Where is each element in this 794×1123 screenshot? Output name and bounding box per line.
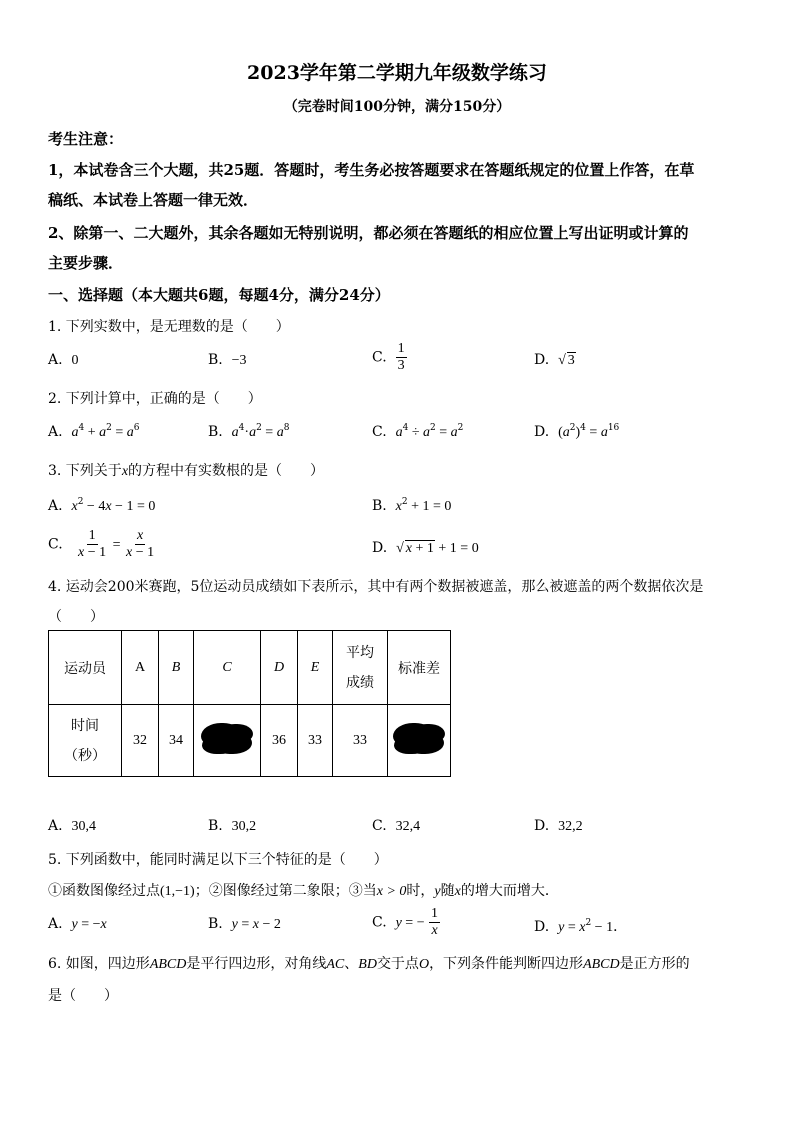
- q3-option-a: A. $x^2 - 4x - 1 = 0$: [48, 497, 156, 514]
- header-d: D: [261, 631, 298, 705]
- header-average: 平均 成绩: [333, 631, 388, 705]
- header-a: A: [122, 631, 159, 705]
- q1-c-numerator: 1: [397, 341, 405, 356]
- q2-stem: 2. 下列计算中，正确的是（ ）: [48, 391, 262, 407]
- q4-option-b: B. 30,2: [208, 818, 257, 834]
- notice-heading: 考生注意：: [48, 130, 124, 148]
- q1-c-denominator: 3: [397, 358, 405, 373]
- q1-a-label: A.: [48, 352, 63, 368]
- q1-c-label: C.: [372, 349, 387, 366]
- header-athlete: 运动员: [49, 631, 122, 705]
- q2-option-a: A. $a^4 + a^2 = a^6$: [48, 423, 140, 440]
- q1-option-d: D. √ 3: [534, 352, 575, 368]
- notice-item-1-line-2: 稿纸、本试卷上答题一律无效．: [48, 191, 259, 209]
- q2-option-c: C. $a^4 \div a^2 = a^2$: [372, 423, 464, 440]
- q4-option-c: C. 32,4: [372, 818, 421, 834]
- q2-option-d: D. $(a^2)^4 = a^{16}$: [534, 423, 620, 440]
- q4-stem-line-2: （ ）: [48, 609, 104, 625]
- value-d: 36: [261, 705, 298, 777]
- header-std-dev: 标准差: [388, 631, 451, 705]
- q1-a-value: 0: [71, 353, 79, 368]
- q1-option-a: [48, 352, 78, 369]
- q1-b-value: −3: [231, 353, 247, 368]
- table-row: [49, 705, 451, 777]
- q4-option-d: D. 32,2: [534, 818, 583, 834]
- value-e: 33: [298, 705, 333, 777]
- section-1-heading: 一、选择题（本大题共6题，每题4分，满分24分）: [48, 286, 390, 304]
- q3-stem: 3. 下列关于x的方程中有实数根的是（ ）: [48, 463, 325, 479]
- q5-features: ①函数图像经过点(1,−1)；②图像经过第二象限；③当x > 0时，y随x的增大而增大．: [48, 883, 559, 899]
- q1-option-b: [208, 352, 247, 369]
- header-e: E: [298, 631, 333, 705]
- q4-stem-line-1: 4. 运动会200米赛跑，5位运动员成绩如下表所示，其中有两个数据被遮盖，那么被遮盖的两个数据依次是: [48, 579, 704, 595]
- q5-option-a: A. y = −x: [48, 916, 107, 932]
- page-title: 2023学年第二学期九年级数学练习: [247, 62, 547, 84]
- q5-stem: 5. 下列函数中，能同时满足以下三个特征的是（ ）: [48, 852, 388, 868]
- q4-option-a: A. 30,4: [48, 818, 96, 834]
- ink-blot-icon: [397, 725, 441, 753]
- value-std-covered: [388, 705, 451, 777]
- value-average: 33: [333, 705, 388, 777]
- q1-option-c: [372, 341, 407, 374]
- ink-blot-icon: [205, 725, 249, 753]
- q6-stem-line-2: 是（ ）: [48, 988, 118, 1004]
- q2-option-b: B. $a^4\cdot a^2 = a^8$: [208, 423, 290, 440]
- q3-option-b: B. $x^2 + 1 = 0$: [372, 497, 452, 514]
- value-a: 32: [122, 705, 159, 777]
- q3-option-c: C. $\frac{1}{x - 1}$ = $\frac{x}{x - 1}$: [48, 528, 155, 560]
- q3-option-d: D. √ x + 1 + 1 = 0: [372, 540, 479, 556]
- row-label-time: 时间 （秒）: [49, 705, 122, 777]
- q5-option-b: B. y = x − 2: [208, 916, 281, 932]
- q4-score-table: [48, 630, 451, 777]
- q1-stem: 1. 下列实数中，是无理数的是（ ）: [48, 319, 290, 335]
- value-b: 34: [159, 705, 194, 777]
- notice-item-2-line-1: 2、除第一、二大题外，其余各题如无特别说明，都必须在答题纸的相应位置上写出证明或计算的: [48, 224, 689, 242]
- header-b: B: [159, 631, 194, 705]
- table-header-row: [49, 631, 451, 705]
- header-c: C: [194, 631, 261, 705]
- value-c-covered: [194, 705, 261, 777]
- q1-d-value: 3: [567, 353, 575, 368]
- q1-d-label: D.: [534, 352, 550, 368]
- page-subtitle: （完卷时间100分钟，满分150分）: [283, 99, 511, 115]
- q6-stem-line-1: 6. 如图，四边形ABCD是平行四边形，对角线AC、BD交于点O，下列条件能判断四边形ABCD是正方形的: [48, 956, 690, 972]
- q5-option-d: D. $y = x^2 - 1$．: [534, 918, 628, 935]
- q1-b-label: B.: [208, 352, 223, 368]
- notice-item-1-line-1: 1，本试卷含三个大题，共25题．答题时，考生务必按答题要求在答题纸规定的位置上作答，在草: [48, 161, 695, 179]
- notice-item-2-line-2: 主要步骤．: [48, 254, 124, 272]
- q5-option-c: C. y = − $\frac{1}{x}$: [372, 906, 439, 938]
